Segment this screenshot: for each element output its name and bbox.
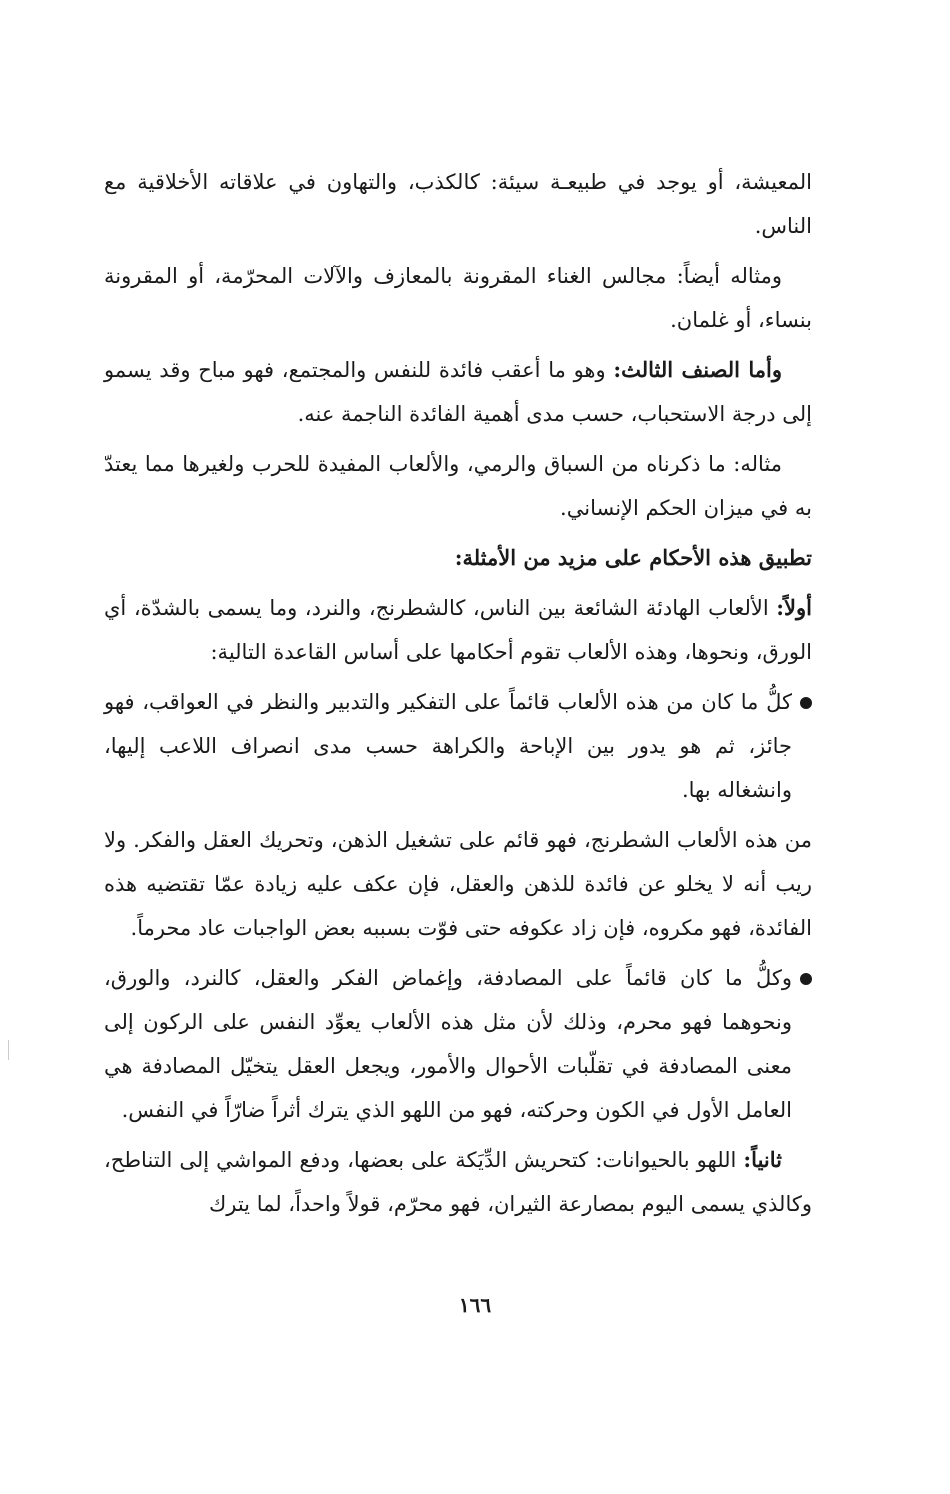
section-heading: تطبيق هذه الأحكام على مزيد من الأمثلة: xyxy=(454,545,812,570)
second-label: ثانياً: xyxy=(743,1147,782,1172)
first-label: أولاً: xyxy=(776,595,812,620)
first-text: الألعاب الهادئة الشائعة بين الناس، كالشطرنج، والنرد، وما يسمى بالشدّة، أي الورق، ونحوها، وهذه الألعاب تقوم أحكامها على أساس القاعدة التالية: xyxy=(104,596,812,664)
bullet-2-text: وكلُّ ما كان قائماً على المصادفة، وإغماض الفكر والعقل، كالنرد، والورق، ونحوهما فهو محرم، وذلك لأن مثل هذه الألعاب يعوِّد النفس على الركون إلى معنى المصادفة في تقلّبات الأحوال والأمور، ويجعل العقل يتخيّل المصادفة هي العامل الأول في الكون وحركته، فهو من اللهو الذي يترك أثراً ضارّاً في النفس. xyxy=(104,966,792,1122)
paragraph-7 xyxy=(104,1138,812,1226)
paragraph-6: من هذه الألعاب الشطرنج، فهو قائم على تشغيل الذهن، وتحريك العقل والفكر. ولا ريب أنه لا يخلو عن فائدة للذهن والعقل، فإن عكف عليه زيادة عمّا تقتضيه هذه الفائدة، فهو مكروه، فإن زاد عكوفه حتى فوّت بسببه بعض الواجبات عاد محرماً. xyxy=(104,828,812,940)
paragraph-1: المعيشة، أو يوجد في طبيعـة سيئة: كالكذب، والتهاون في علاقاته الأخلاقية مع الناس. xyxy=(104,170,812,238)
third-category-label: وأما الصنف الثالث: xyxy=(613,357,783,382)
margin-mark xyxy=(8,1040,9,1060)
paragraph-5 xyxy=(104,586,812,674)
bullet-dot-icon xyxy=(800,973,812,985)
bullet-item-1 xyxy=(104,680,812,812)
second-text: اللهو بالحيوانات: كتحريش الدِّيَكة على بعضها، ودفع المواشي إلى التناطح، وكالذي يسمى اليوم بمصارعة الثيران، فهو محرّم، قولاً واحداً، لما يترك xyxy=(104,1148,812,1216)
paragraph-2: ومثاله أيضاً: مجالس الغناء المقرونة بالمعازف والآلات المحرّمة، أو المقرونة بنساء، أو غلمان. xyxy=(104,264,812,332)
third-category-text: وهو ما أعقب فائدة للنفس والمجتمع، فهو مباح وقد يسمو إلى درجة الاستحباب، حسب مدى أهمية الفائدة الناجمة عنه. xyxy=(104,358,812,426)
page-number: ١٦٦ xyxy=(458,1293,492,1317)
paragraph-4: مثاله: ما ذكرناه من السباق والرمي، والألعاب المفيدة للحرب ولغيرها مما يعتدّ به في ميزان الحكم الإنساني. xyxy=(104,452,812,520)
bullet-1-text: كلُّ ما كان من هذه الألعاب قائماً على التفكير والتدبير والنظر في العواقب، فهو جائز، ثم هو يدور بين الإباحة والكراهة حسب مدى انصراف اللاعب إليها، وانشغاله بها. xyxy=(104,690,792,802)
paragraph-3 xyxy=(104,348,812,436)
body-text xyxy=(104,160,812,1232)
bullet-dot-icon xyxy=(800,697,812,709)
bullet-item-2 xyxy=(104,956,812,1132)
